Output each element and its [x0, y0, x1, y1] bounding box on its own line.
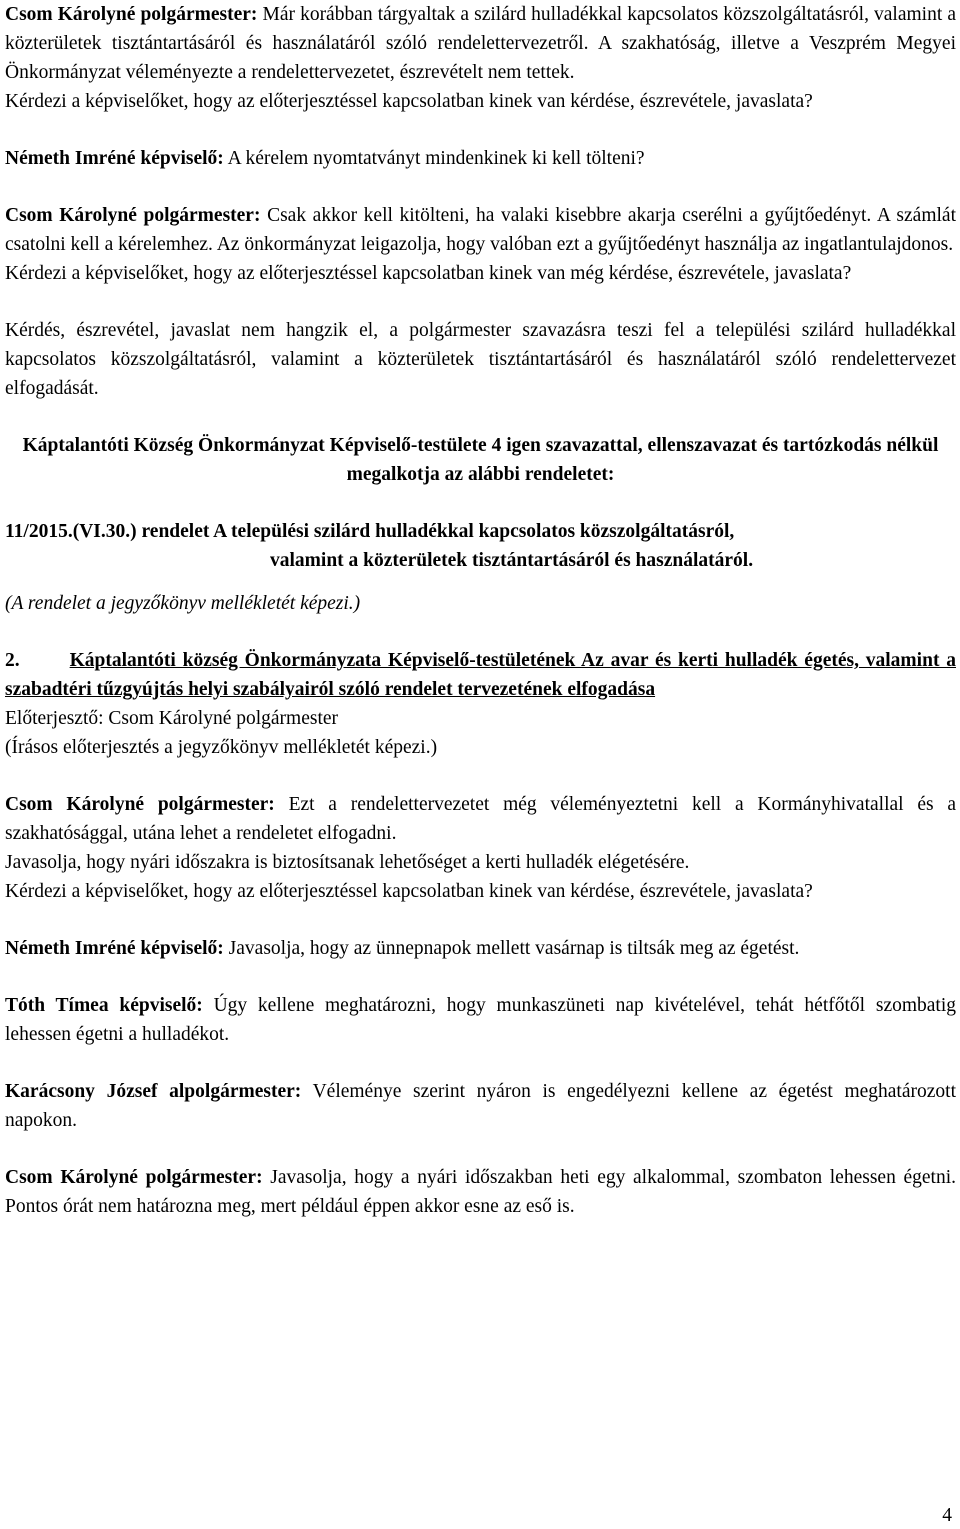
paragraph — [5, 934, 956, 963]
speaker-name: Csom Károlyné polgármester: — [5, 794, 275, 815]
page-number: 4 — [942, 1505, 952, 1526]
paragraph-text: Javasolja, hogy az ünnepnapok mellett vasárnap is tiltsák meg az égetést. — [223, 938, 800, 959]
speaker-name: Tóth Tímea képviselő: — [5, 995, 203, 1016]
paragraph — [5, 201, 956, 259]
paragraph: Kérdezi a képviselőket, hogy az előterjesztéssel kapcsolatban kinek van kérdése, észrevétele, javaslata? — [5, 881, 813, 902]
paragraph-text: Úgy kellene meghatározni, hogy munkaszüneti nap kivételével, tehát hétfőtől szombatig lehessen égetni a hulladékot. — [5, 995, 957, 1045]
paragraph — [5, 790, 956, 848]
written-proposal-note: (Írásos előterjesztés a jegyzőkönyv mellékletét képezi.) — [5, 737, 438, 758]
paragraph-text: A kérelem nyomtatványt mindenkinek ki kell tölteni? — [223, 148, 645, 169]
agenda-number: 2. — [5, 650, 20, 671]
presenter-line: Előterjesztő: Csom Károlyné polgármester — [5, 708, 339, 729]
resolution-statement: Káptalantóti Község Önkormányzat Képviselő-testülete 4 igen szavazattal, ellenszavazat és tartózkodás nélkül megalkotja az alábbi rendeletet: — [22, 435, 939, 485]
speaker-name: Csom Károlyné polgármester: — [5, 4, 258, 25]
paragraph-text: Ezt a rendelettervezetet még véleményeztetni kell a Kormányhivatallal és a szakhatósággal, utána lehet a rendeletet elfogadni. — [5, 794, 956, 844]
speaker-name: Csom Károlyné polgármester: — [5, 205, 261, 226]
paragraph-text: Csak akkor kell kitölteni, ha valaki kisebbre akarja cserélni a gyűjtőedényt. A számlát csatolni kell a kérelemhez. Az önkormányzat leigazolja, hogy valóban ezt a gyűjtőedényt használja az ingatlantulajdonos. — [5, 205, 956, 255]
paragraph — [5, 1163, 956, 1221]
speaker-name: Németh Imréné képviselő: — [5, 148, 224, 169]
paragraph — [5, 1077, 956, 1135]
annex-note: (A rendelet a jegyzőkönyv mellékletét képezi.) — [5, 593, 361, 614]
paragraph — [5, 991, 956, 1049]
paragraph — [5, 0, 956, 87]
speaker-name: Németh Imréné képviselő: — [5, 938, 224, 959]
paragraph-text: Javasolja, hogy a nyári időszakban heti egy alkalommal, szombaton lehessen égetni. Pontos órát nem határozna meg, mert például éppen akkor esne az eső is. — [5, 1167, 956, 1217]
speaker-name: Csom Károlyné polgármester: — [5, 1167, 263, 1188]
agenda-title: Káptalantóti község Önkormányzata Képviselő-testületének Az avar és kerti hulladék égetés, valamint a szabadtéri tűzgyújtás helyi szabályairól szóló rendelet tervezetének elfogadása — [5, 650, 956, 700]
paragraph: Kérdezi a képviselőket, hogy az előterjesztéssel kapcsolatban kinek van kérdése, észrevétele, javaslata? — [5, 91, 813, 112]
paragraph — [5, 144, 956, 173]
speaker-name: Karácsony József alpolgármester: — [5, 1081, 302, 1102]
paragraph: Kérdezi a képviselőket, hogy az előterjesztéssel kapcsolatban kinek van még kérdése, észrevétele, javaslata? — [5, 263, 852, 284]
decree-title: 11/2015.(VI.30.) rendelet A települési szilárd hulladékkal kapcsolatos közszolgáltatásról, — [5, 521, 735, 542]
paragraph: Javasolja, hogy nyári időszakra is biztosítsanak lehetőséget a kerti hulladék elégetésére. — [5, 852, 690, 873]
paragraph-text: Véleménye szerint nyáron is engedélyezni kellene az égetést meghatározott napokon. — [5, 1081, 956, 1131]
decree-title-continued: valamint a közterületek tisztántartásáról és használatáról. — [270, 550, 754, 571]
paragraph: Kérdés, észrevétel, javaslat nem hangzik el, a polgármester szavazásra teszi fel a települési szilárd hulladékkal kapcsolatos közszolgáltatásról, valamint a közterületek tisztántartásáról és használatáról szóló rendelettervezet elfogadását. — [5, 320, 956, 399]
paragraph-text: Már korábban tárgyaltak a szilárd hulladékkal kapcsolatos közszolgáltatásról, valamint a közterületek tisztántartásáról és használatáról szóló rendelettervezetről. A szakhatóság, illetve a Veszprém Megyei Önkormányzat véleményezte a rendelettervezetet, észrevételt nem tettek. — [5, 4, 956, 83]
agenda-item — [5, 646, 956, 704]
